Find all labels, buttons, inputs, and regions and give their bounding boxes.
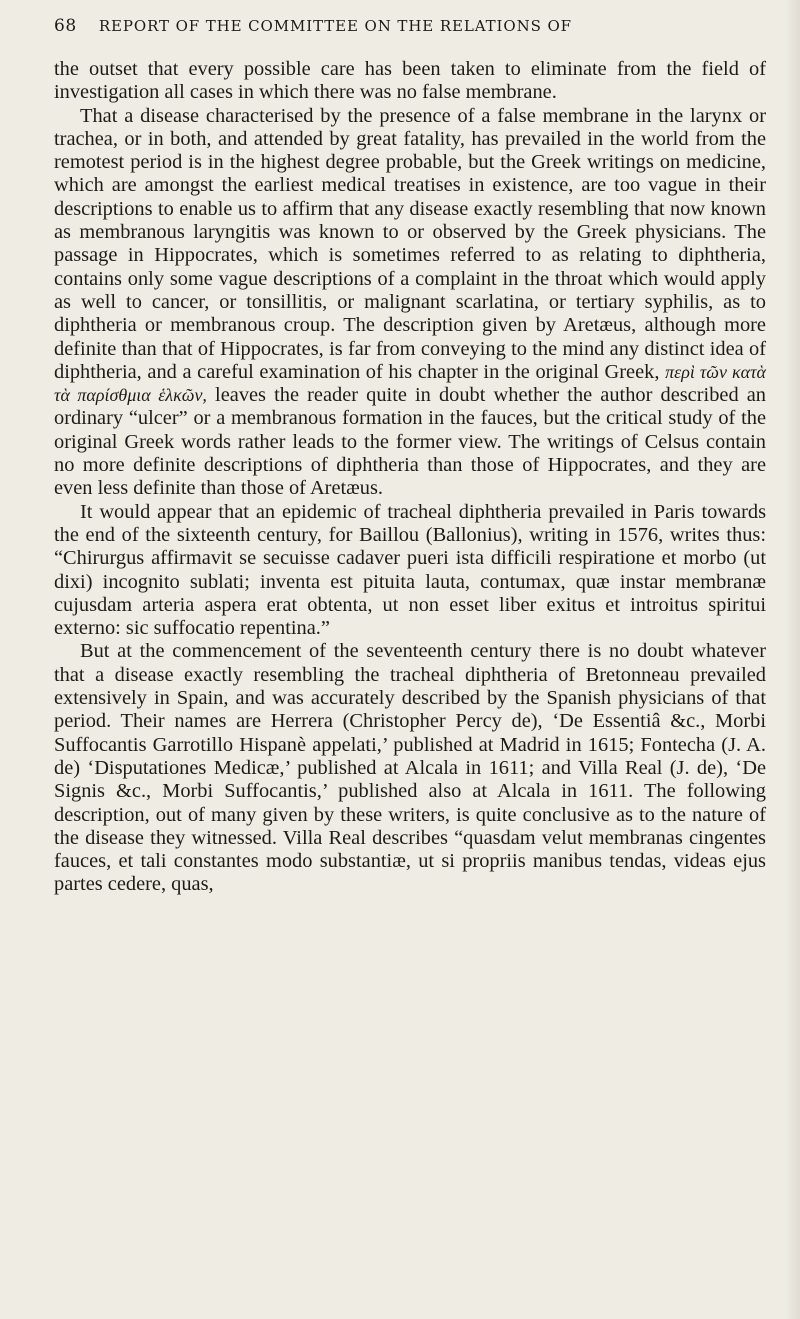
page-number: 68: [54, 16, 77, 36]
paragraph-text: the outset that every possible care has been taken to eliminate from the field of investigation all cases in which there was no false membrane.: [54, 58, 766, 104]
paragraph-greek-writings: [54, 105, 766, 501]
paragraph-text: But at the commencement of the seventeenth century there is no doubt whatever that a disease exactly resembling the tracheal diphtheria of Bretonneau prevailed extensively in Spain, and was accurately described by the Spanish physicians of that period. Their names are Herrera (Christopher Percy de), ‘De Essentiâ &c., Morbi Suffocantis Garrotillo Hispanè appelati,’ published at Madrid in 1615; Fontecha (J. A. de) ‘Disputationes Medicæ,’ published at Alcala in 1611; and Villa Real (J. de), ‘De Signis &c., Morbi Suffocantis,’ published also at Alcala in 1611. The following description, out of many given by these writers, is quite conclusive as to the nature of the disease they witnessed. Villa Real describes “quasdam velut membranas cingentes fauces, et tali constantes modo substantiæ, ut si propriis manibus tendas, videas ejus partes cedere, quas,: [54, 640, 766, 896]
paragraph-outset: [54, 58, 766, 105]
paragraph-text: It would appear that an epidemic of tracheal diphtheria prevailed in Paris towards the end of the sixteenth century, for Baillou (Ballonius), writing in 1576, writes thus: “Chirurgus affirmavit se secuisse cadaver pueri ista difficili respiratione et morbo (ut dixi) incognito sublati; inventa est pituita lauta, contumax, quæ instar membranæ cujusdam arteria aspera erat obtenta, ut non esset liber exitus et introitus spiritui externo: sic suffocatio repentina.”: [54, 500, 766, 640]
page-edge-shadow: [786, 0, 800, 1319]
paragraph-spanish-physicians: [54, 640, 766, 896]
greek-phrase: περὶ τῶν κατὰ τὰ παρίσθμια ἑλκῶν,: [54, 361, 767, 406]
paragraph-text: That a disease characterised by the presence of a false membrane in the larynx or trachea, or in both, and attended by great fatality, has prevailed in the world from the remotest period is in the highest degree probable, but the Greek writings on medicine, which are amongst the earliest medical treatises in existence, are too vague in their descriptions to enable us to affirm that any disease exactly resembling that now known as membranous laryngitis was known to or observed by the Greek physicians. The passage in Hippocrates, which is sometimes referred to as relating to diphtheria, contains only some vague descriptions of a complaint in the throat which would apply as well to cancer, or tonsillitis, or malignant scarlatina, or tertiary syphilis, as to diphtheria or membranous croup. The description given by Aretæus, although more definite than that of Hippocrates, is far from conveying to the mind any distinct idea of diphtheria, and a careful examination of his chapter in the original Greek,: [54, 104, 766, 383]
running-header: [54, 16, 764, 40]
body-text: [54, 58, 766, 897]
running-title: REPORT OF THE COMMITTEE ON THE RELATIONS OF: [98, 17, 572, 35]
paragraph-paris-epidemic: [54, 501, 766, 641]
paragraph-text-continued: leaves the reader quite in doubt whether the author described an ordinary “ulcer” or a membranous formation in the fauces, but the critical study of the original Greek words rather leads to the former view. The writings of Celsus contain no more definite descriptions of diphtheria than those of Hippocrates, and they are even less definite than those of Aretæus.: [54, 384, 766, 500]
